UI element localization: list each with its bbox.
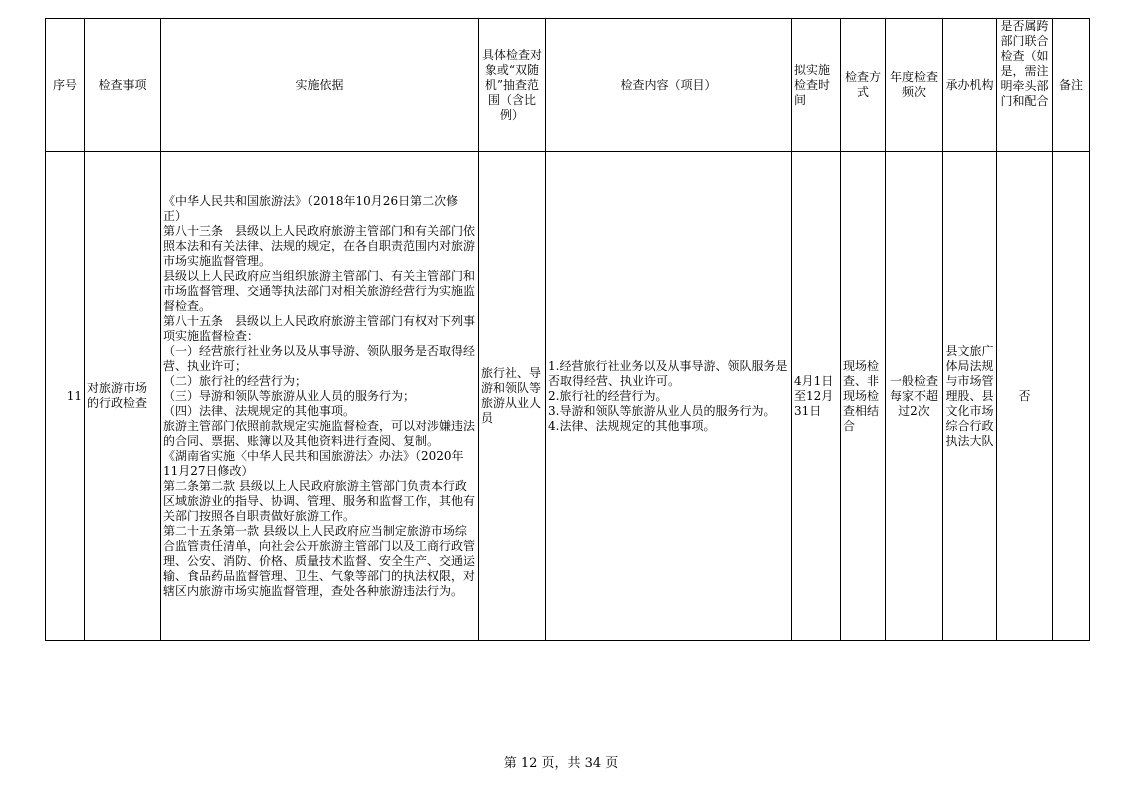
row-freq: 一般检查每家不超过2次 (886, 152, 943, 641)
header-time: 拟实施检查时间 (792, 19, 841, 152)
row-seq: 11 (46, 152, 85, 641)
row-time: 4月1日至12月31日 (792, 152, 841, 641)
row-item: 对旅游市场的行政检查 (85, 152, 161, 641)
row-org: 县文旅广体局法规与市场管理股、县文化市场综合行政执法大队 (943, 152, 997, 641)
row-content: 1.经营旅行社业务以及从事导游、领队服务是否取得经营、执业许可。 2.旅行社的经营行为。 3.导游和领队等旅游从业人员的服务行为。 4.法律、法规规定的其他事项。 (546, 152, 792, 641)
row-basis: 《中华人民共和国旅游法》（2018年10月26日第二次修正） 第八十三条 县级以上人民政府旅游主管部门和有关部门依照本法和有关法律、法规的规定，在各自职责范围内对旅游市场实施监督管理。 县级以上人民政府应当组织旅游主管部门、有关主管部门和市场监督管理、交通等执法部门对相关旅游经营行为实施监督检查。 第八十五条 县级以上人民政府旅游主管部门有权对下列事项实施监督检查： （一）经营旅行社业务以及从事导游、领队服务是否取得经营、执业许可； （二）旅行社的经营行为； （三）导游和领队等旅游从业人员的服务行为； （四）法律、法规规定的其他事项。 旅游主管部门依照前款规定实施监督检查，可以对涉嫌违法的合同、票据、账簿以及其他资料进行查阅、复制。 《湖南省实施〈中华人民共和国旅游法〉办法》（2020年11月27日修改） 第二条第二款 县级以上人民政府旅游主管部门负责本行政区域旅游业的指导、协调、管理、服务和监督工作，其他有关部门按照各自职责做好旅游工作。 第二十五条第一款 县级以上人民政府应当制定旅游市场综合监管责任清单，向社会公开旅游主管部门以及工商行政管理、公安、消防、价格、质量技术监督、安全生产、交通运输、食品药品监督管理、卫生、气象等部门的执法权限，对辖区内旅游市场实施监督管理，查处各种旅游违法行为。 (161, 152, 479, 641)
row-method: 现场检查、非现场检查相结合 (841, 152, 886, 641)
row-object: 旅行社、导游和领队等旅游从业人员 (479, 152, 546, 641)
header-org: 承办机构 (943, 19, 997, 152)
header-joint: 是否属跨部门联合检查（如是，需注明牵头部门和配合 (997, 19, 1053, 152)
header-content: 检查内容（项目） (546, 19, 792, 152)
header-item: 检查事项 (85, 19, 161, 152)
header-seq: 序号 (46, 19, 85, 152)
header-object: 具体检查对象或“双随机”抽查范围（含比例） (479, 19, 546, 152)
header-basis: 实施依据 (161, 19, 479, 152)
table-row (46, 152, 1090, 641)
header-freq: 年度检查频次 (886, 19, 943, 152)
row-joint: 否 (997, 152, 1053, 641)
row-note (1053, 152, 1090, 641)
header-note: 备注 (1053, 19, 1090, 152)
header-method: 检查方式 (841, 19, 886, 152)
header-row (46, 19, 1090, 152)
inspection-table (45, 18, 1090, 641)
page-footer: 第 12 页，共 34 页 (503, 756, 619, 771)
